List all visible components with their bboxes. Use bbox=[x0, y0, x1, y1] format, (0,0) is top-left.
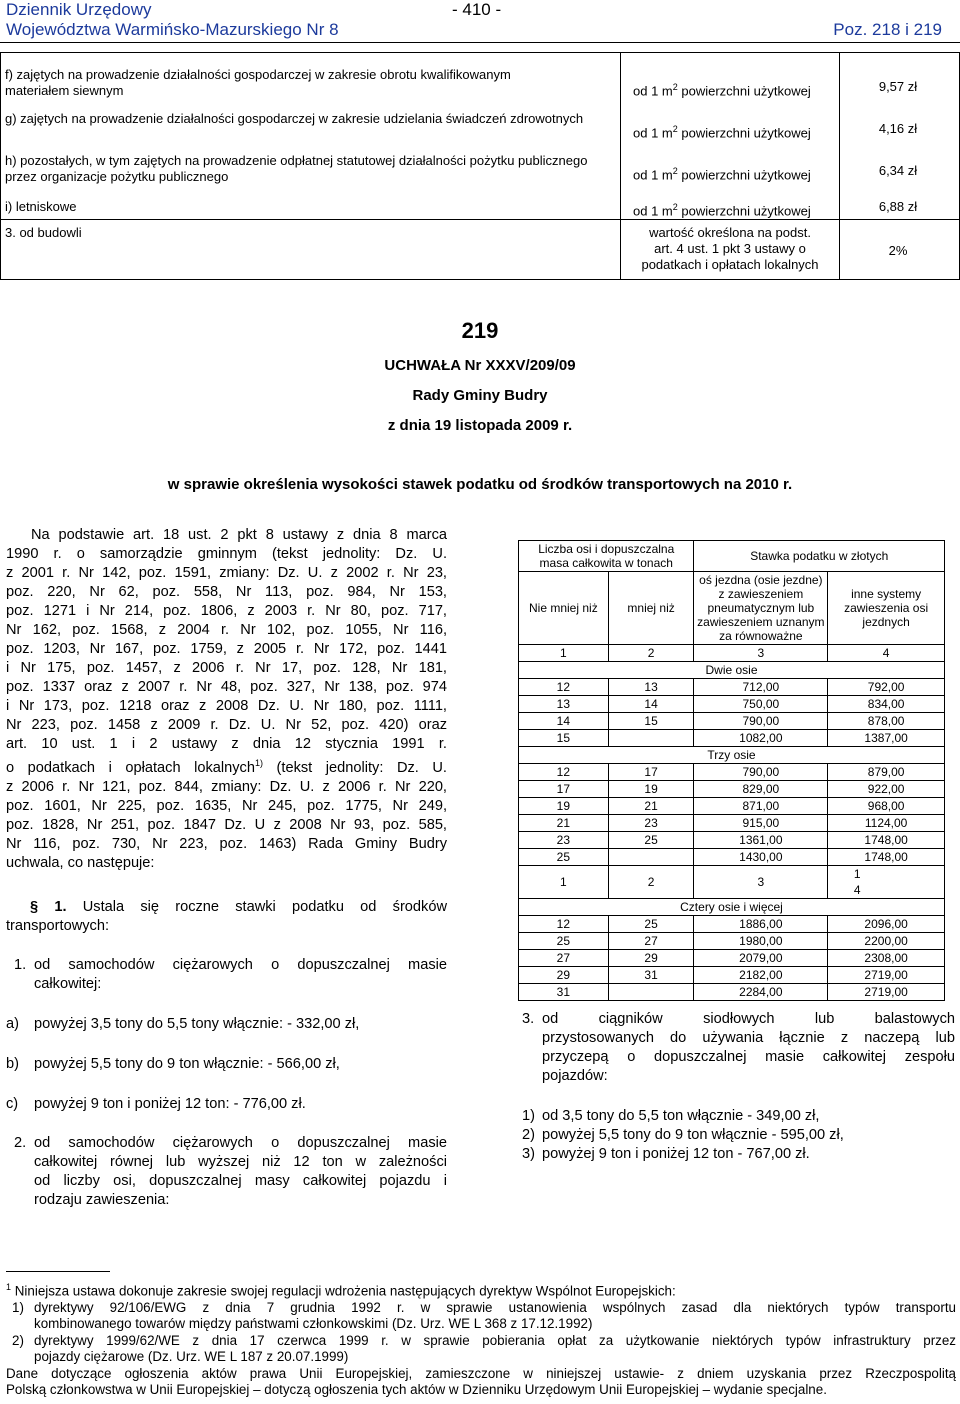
table-row: 1 2 3 4 bbox=[519, 645, 945, 662]
item-2-text: od samochodów ciężarowych o dopuszczalnej masie całkowitej równej lub wyższej niż 12 ton w zależności od liczby osi, dopuszczalnej masy całkowitej pojazdu i rodzaju zawieszenia: bbox=[34, 1135, 447, 1208]
buildings-label: 3. od budowli bbox=[5, 225, 82, 240]
group-two-axles: Dwie osie bbox=[519, 662, 945, 679]
table-row: 12 17 790,00 879,00 bbox=[519, 764, 945, 781]
journal-title: Dziennik Urzędowy bbox=[6, 0, 152, 19]
item-3-sub2-text: powyżej 5,5 tony do 9 ton włącznie - 595,00 zł, bbox=[542, 1127, 844, 1143]
group-four-axles: Cztery osie i więcej bbox=[519, 899, 945, 916]
item-3-num: 3. bbox=[522, 1011, 535, 1027]
table-row: 31 2284,00 2719,00 bbox=[519, 984, 945, 1001]
subitem-a-num: a) bbox=[6, 1016, 19, 1032]
row-g-rate: 4,16 zł bbox=[878, 121, 918, 136]
row-f-rate: 9,57 zł bbox=[878, 79, 918, 94]
property-rates-table bbox=[0, 52, 960, 280]
subitem-b-num: b) bbox=[6, 1056, 19, 1072]
subitem-b-text: powyżej 5,5 tony do 9 ton włącznie: - 566,00 zł, bbox=[34, 1056, 340, 1072]
table-row: 12 25 1886,00 2096,00 bbox=[519, 916, 945, 933]
item-3-sub2-num: 2) bbox=[522, 1127, 535, 1143]
header-pneumatic: oś jezdna (osie jezdne) z zawieszeniem pneumatycznym lub zawieszeniem uznanym za równoważne bbox=[694, 572, 828, 645]
preamble: Na podstawie art. 18 ust. 2 pkt 8 ustawy z dnia 8 marca 1990 r. o samorządzie gminnym (tekst jednolity: Dz. U. z 2001 r. Nr 142, poz. 1591, zmiany: Dz. U. z 2002 r. Nr 23, poz. 220, Nr 62, poz. 558, Nr 113, poz. 984, Nr 153, poz. 1271 i Nr 214, poz. 1806, z 2003 r. Nr 80, poz. 717, Nr 162, poz. 1568, z 2004 r. Nr 102, poz. 1055, Nr 116, poz. 1203, Nr 167, poz. 1759, z 2005 r. Nr 172, poz. 1441 i Nr 175, poz. 1457, z 2006 r. Nr 17, poz. 128, Nr 181, poz. 1337 oraz z 2007 r. Nr 48, poz. 327, Nr 138, poz. 974 i Nr 173, poz. 1218 oraz z 2008 Dz. U. Nr 180, poz. 1111, Nr 223, poz. 1458 z 2009 r. Dz. U. Nr 52, poz. 420) oraz art. 10 ust. 1 i 2 ustawy z dnia 12 stycznia 1991 r. o podatkach i opłatach lokalnych$^{1)}$ (tekst jednolity: Dz. U. z 2006 r. Nr 121, poz. 844, zmiany: Dz. U. z 2006 r. Nr 220, poz. 1601, Nr 225, poz. 1635, Nr 245, poz. 1775, Nr 249, poz. 1828, Nr 251, poz. 1847 Dz. U z 2008 Nr 93, poz. 585, Nr 116, poz. 730, Nr 223, poz. 1463) Rada Gminy Budry uchwala, co następuje: bbox=[6, 527, 447, 871]
item-3-sub3-num: 3) bbox=[522, 1146, 535, 1162]
item-2-num: 2. bbox=[14, 1135, 27, 1151]
row-h-label: h) pozostałych, w tym zajętych na prowadzenie odpłatnej statutowej działalności pożytku publicznego przez organizacje pożytku publicznego bbox=[5, 153, 588, 184]
item-3-sub3-text: powyżej 9 ton i poniżej 12 ton - 767,00 zł. bbox=[542, 1146, 810, 1162]
table-row: 15 1082,00 1387,00 bbox=[519, 730, 945, 747]
table-row: 25 27 1980,00 2200,00 bbox=[519, 933, 945, 950]
subitem-c-text: powyżej 9 ton i poniżej 12 ton: - 776,00 zł. bbox=[34, 1096, 306, 1112]
group-three-axles: Trzy osie bbox=[519, 747, 945, 764]
item-1-num: 1. bbox=[14, 957, 27, 973]
table-row: 12 13 712,00 792,00 bbox=[519, 679, 945, 696]
header-rate: Stawka podatku w złotych bbox=[694, 541, 945, 572]
section-1: § 1. Ustala się roczne stawki podatku od środków bbox=[30, 899, 447, 915]
header-max: mniej niż bbox=[608, 572, 694, 645]
table-row: 29 31 2182,00 2719,00 bbox=[519, 967, 945, 984]
resolution-body: Rady Gminy Budry bbox=[412, 387, 548, 404]
footnote: $^1$ Niniejsza ustawa dokonuje zakresie swojej regulacji wdrożenia następujących dyrektyw Wspólnot Europejskich: 1) dyrektywy 92/106/EWG z dnia 7 grudnia 1992 r. w sprawie ustanowienia wspólnych zasad dla niektórych typów transportu kombinowanego towarów między państwami członkowskimi (Dz. Urz. WE L 368 z 17.12.1992) 2) dyrektywy 1999/62/WE z dnia 17 czerwca 1999 r. w sprawie pobierania opłat za użytkowanie niektórych typów infrastruktury przez pojazdy ciężarowe (Dz. Urz. WE L 187 z 20.07.1999) Dane dotyczące ogłoszenia aktów prawa Unii Europejskiej, zamieszczone w niniejszej ustawie- z dniem uzyskania przez Rzeczpospolitą Polską członkowstwa w Unii Europejskiej – dotyczą ogłoszenia tych aktów w Dzienniku Urzędowym Unii Europejskiej – wydanie specjalne. bbox=[6, 1282, 956, 1398]
table-row: 27 29 2079,00 2308,00 bbox=[519, 950, 945, 967]
position-number: Poz. 218 i 219 bbox=[833, 20, 942, 39]
section-1-cont: transportowych: bbox=[6, 918, 110, 934]
row-h-unit: od 1 $m^2$ powierzchni użytkowej bbox=[633, 166, 811, 183]
item-3-sub1-text: od 3,5 tony do 5,5 ton włącznie - 349,00 zł, bbox=[542, 1108, 820, 1124]
footnote-separator bbox=[6, 1271, 110, 1272]
buildings-rate: 2% bbox=[888, 243, 908, 258]
table-divider bbox=[1, 219, 959, 220]
item-1-line1: od samochodów ciężarowych o dopuszczalnej masie bbox=[34, 957, 447, 973]
row-f-unit: od 1 $m^2$ powierzchni użytkowej bbox=[633, 82, 811, 99]
row-g-unit: od 1 $m^2$ powierzchni użytkowej bbox=[633, 124, 811, 141]
table-row: 17 19 829,00 922,00 bbox=[519, 781, 945, 798]
header-min: Nie mniej niż bbox=[519, 572, 609, 645]
resolution-date: z dnia 19 listopada 2009 r. bbox=[387, 417, 573, 434]
table-row: 25 1430,00 1748,00 bbox=[519, 849, 945, 866]
buildings-basis: wartość określona na podst. art. 4 ust. 1 pkt 3 ustawy o podatkach i opłatach lokalnych bbox=[641, 225, 819, 272]
header-other: inne systemy zawieszenia osi jezdnych bbox=[828, 572, 945, 645]
row-f-label: f) zajętych na prowadzenie działalności gospodarczej w zakresie obrotu kwalifikowanym materiałem siewnym bbox=[5, 67, 511, 98]
resolution-title: UCHWAŁA Nr XXXV/209/09 bbox=[384, 357, 576, 374]
row-h-rate: 6,34 zł bbox=[878, 163, 918, 178]
table-row: 14 15 790,00 878,00 bbox=[519, 713, 945, 730]
transport-tax-rate-table bbox=[518, 540, 945, 1001]
header-axles: Liczba osi i dopuszczalna masa całkowita w tonach bbox=[519, 541, 694, 572]
header-rule bbox=[0, 42, 960, 43]
subitem-a-text: powyżej 3,5 tony do 5,5 tony włącznie: - 332,00 zł, bbox=[34, 1016, 360, 1032]
resolution-subject: w sprawie określenia wysokości stawek podatku od środków transportowych na 2010 r. bbox=[167, 476, 793, 493]
row-i-rate: 6,88 zł bbox=[878, 199, 918, 214]
row-i-label: i) letniskowe bbox=[5, 199, 77, 214]
table-row: 23 25 1361,00 1748,00 bbox=[519, 832, 945, 849]
row-i-unit: od 1 $m^2$ powierzchni użytkowej bbox=[633, 202, 811, 219]
item-1-line2: całkowitej: bbox=[34, 976, 102, 992]
page-number: - 410 - bbox=[452, 0, 502, 19]
row-g-label: g) zajętych na prowadzenie działalności gospodarczej w zakresie udzielania świadczeń zdrowotnych bbox=[5, 111, 584, 126]
item-3-text: od ciągników siodłowych lub balastowych przystosowanych do używania łącznie z naczepą lub przyczepą o dopuszczalnej masie całkowitej zespołu pojazdów: bbox=[542, 1011, 955, 1084]
subitem-c-num: c) bbox=[6, 1096, 19, 1112]
journal-voivodeship: Województwa Warmińsko-Mazurskiego Nr 8 bbox=[6, 20, 339, 39]
table-row: 13 14 750,00 834,00 bbox=[519, 696, 945, 713]
resolution-number: 219 bbox=[461, 318, 499, 343]
table-row: 19 21 871,00 968,00 bbox=[519, 798, 945, 815]
table-row: 21 23 915,00 1124,00 bbox=[519, 815, 945, 832]
item-3-sub1-num: 1) bbox=[522, 1108, 535, 1124]
table-row: 1 2 3 14 bbox=[519, 866, 945, 899]
table-divider bbox=[839, 53, 840, 279]
